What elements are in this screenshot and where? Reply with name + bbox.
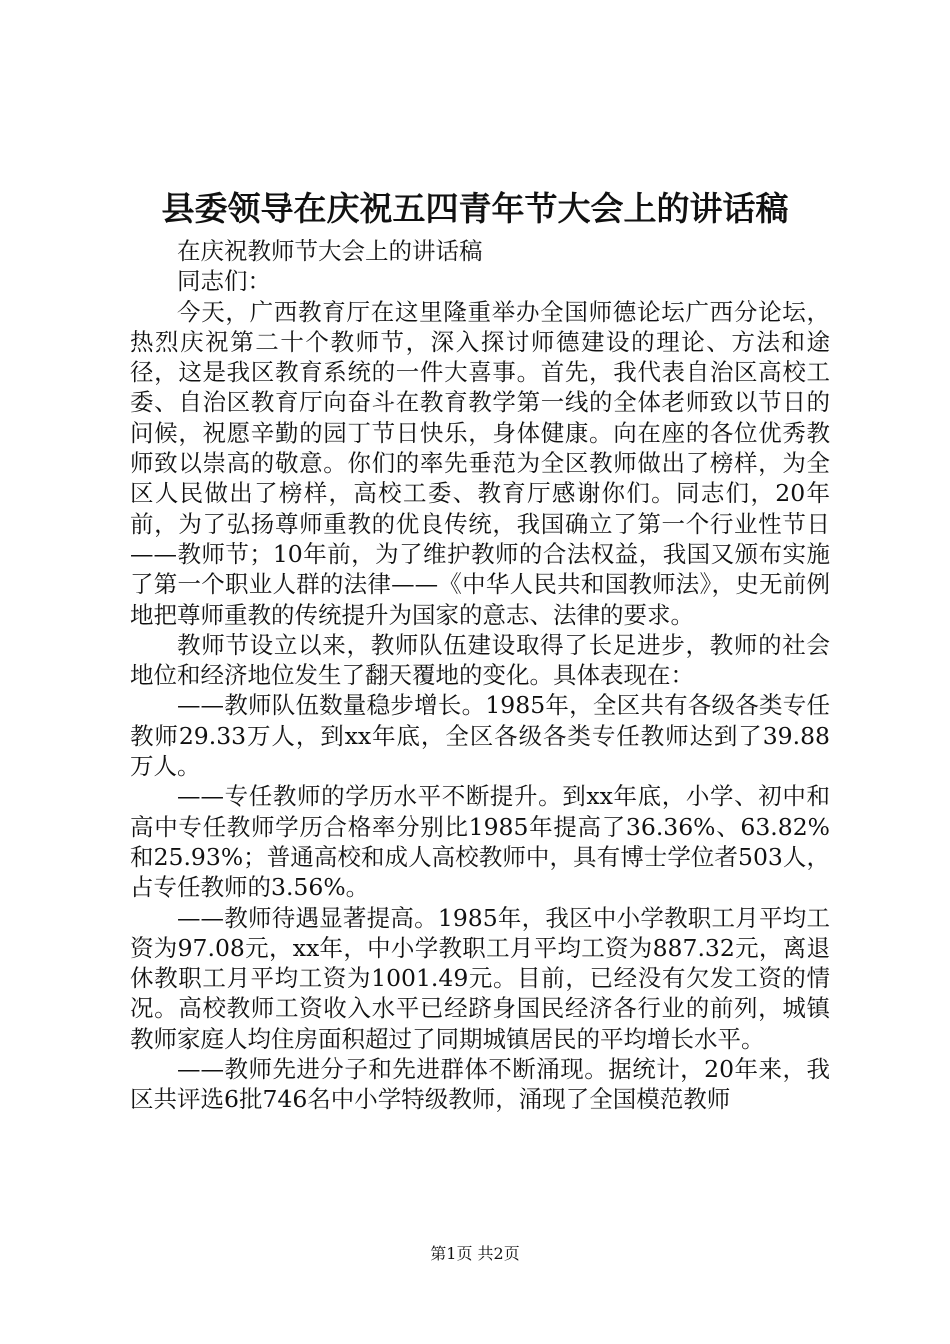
body-paragraph: 教师节设立以来，教师队伍建设取得了长足进步，教师的社会地位和经济地位发生了翻天覆地的变化。具体表现在： [130,630,830,690]
salutation-paragraph: 同志们： [177,267,271,296]
body-paragraph: ——教师先进分子和先进群体不断涌现。据统计，20年来，我区共评选6批746名中小学特级教师，涌现了全国模范教师 [130,1055,830,1114]
body-paragraph: 今天，广西教育厅在这里隆重举办全国师德论坛广西分论坛，热烈庆祝第二十个教师节，深入探讨师德建设的理论、方法和途径，这是我区教育系统的一件大喜事。首先，我代表自治区高校工委、自治区教育厅向奋斗在教育教学第一线的全体老师致以节日的问候，祝愿辛勤的园丁节日快乐，身体健康。向在座的各位优秀教师致以崇高的敬意。你们的率先垂范为全区教师做出了榜样，为全区人民做出了榜样，高校工委、教育厅感谢你们。同志们，20年前，为了弘扬尊师重教的优良传统，我国确立了第一个行业性节日——教师节；10年前，为了维护教师的合法权益，我国又颁布实施了第一个职业人群的法律——《中华人民共和国教师法》，史无前例地把尊师重教的传统提升为国家的意志、法律的要求。 [130,297,830,629]
subtitle-paragraph: 在庆祝教师节大会上的讲话稿 [177,237,483,265]
document-title: 县委领导在庆祝五四青年节大会上的讲话稿 [161,189,789,228]
body-paragraph: ——教师队伍数量稳步增长。1985年，全区共有各级各类专任教师29.33万人，到xx年底，全区各级各类专任教师达到了39.88万人。 [130,691,830,781]
body-paragraph: ——教师待遇显著提高。1985年，我区中小学教职工月平均工资为97.08元，xx年，中小学教职工月平均工资为887.32元，离退休教职工月平均工资为1001.49元。目前，已经没有欠发工资的情况。高校教师工资收入水平已经跻身国民经济各行业的前列，城镇教师家庭人均住房面积超过了同期城镇居民的平均增长水平。 [130,903,830,1053]
document-body [130,236,830,1115]
body-paragraph: ——专任教师的学历水平不断提升。到xx年底，小学、初中和高中专任教师学历合格率分别比1985年提高了36.36%、63.82%和25.93%；普通高校和成人高校教师中，具有博士学位者503人，占专任教师的3.56%。 [130,782,830,902]
page-number-footer: 第1页 共2页 [430,1244,520,1263]
